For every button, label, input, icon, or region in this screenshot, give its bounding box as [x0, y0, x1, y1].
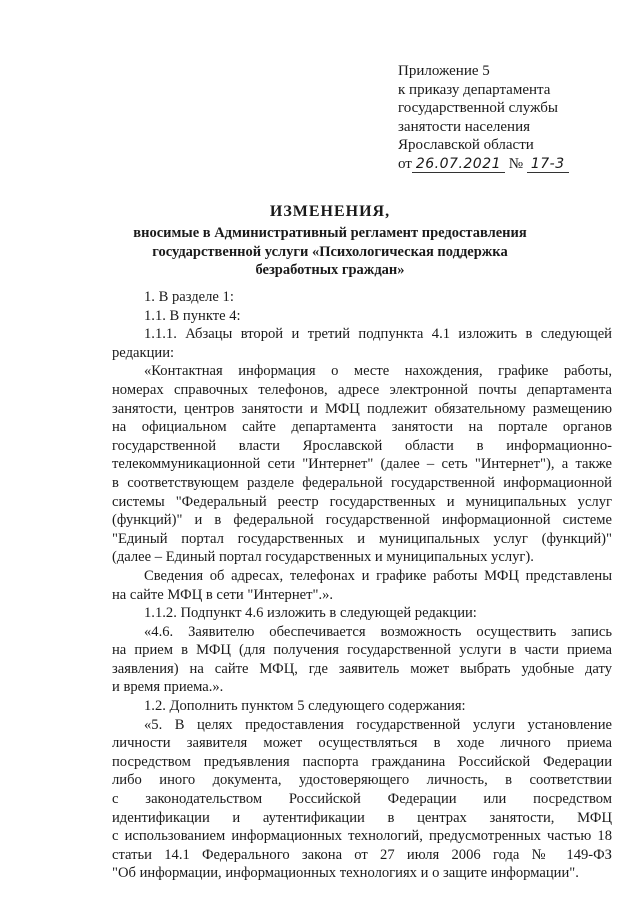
body-text-line: 1.1.1. Абзацы второй и третий подпункта 4.1 изложить в следующей	[144, 326, 612, 343]
body-text-line: номерах справочных телефонов, адресе электронной почты департамента	[112, 381, 612, 398]
appendix-line: государственной службы	[398, 100, 558, 117]
body-text-line: на прием в МФЦ (для получения государственной услуги в части приема	[112, 642, 612, 659]
body-text-line: и время приема.».	[112, 679, 224, 696]
body-text-line: телекоммуникационной сети "Интернет" (далее – сеть "Интернет"), а также	[112, 456, 612, 473]
document-subtitle-line: государственной услуги «Психологическая поддержка	[152, 243, 508, 260]
document-title: ИЗМЕНЕНИЯ,	[269, 203, 391, 220]
body-text-line: редакции:	[112, 344, 175, 361]
appendix-block	[398, 62, 628, 174]
body-text-line: (далее – Единый портал государственных и муниципальных услуг).	[112, 549, 534, 566]
appendix-line: Ярославской области	[398, 137, 534, 154]
body-text-line: 1.1.2. Подпункт 4.6 изложить в следующей редакции:	[144, 605, 477, 622]
body-text-line: «4.6. Заявителю обеспечивается возможность осуществить запись	[144, 623, 612, 640]
body-text-line: с законодательством Российской Федерации или посредством	[112, 791, 612, 808]
body-text-line: на официальном сайте департамента занятости на портале органов	[112, 419, 612, 436]
body-text-line: посредством предъявления паспорта гражданина Российской Федерации	[112, 753, 612, 770]
appendix-line: занятости населения	[398, 118, 531, 135]
body-text-line: 1.1. В пункте 4:	[144, 307, 241, 324]
body-text-line: личности заявителя может осуществляться в ходе личного приема	[112, 735, 612, 752]
document-subtitle-line: безработных граждан»	[255, 262, 405, 279]
body-text-line: либо иного документа, удостоверяющего личность, в соответствии	[112, 772, 612, 789]
body-text-line: "Единый портал государственных и муниципальных услуг (функций)"	[112, 530, 612, 547]
appendix-line: к приказу департамента	[398, 81, 551, 98]
body-text-line: Сведения об адресах, телефонах и графике работы МФЦ представлены	[144, 567, 612, 584]
body-text-line: занятости, центров занятости и МФЦ подлежит обязательному размещению	[112, 400, 612, 417]
document-body	[112, 288, 612, 883]
body-text-line: «Контактная информация о месте нахождения, графике работы,	[144, 363, 612, 380]
body-text-line: идентификации и аутентификации в центрах занятости, МФЦ	[112, 809, 612, 826]
body-text-line: заявления) на сайте МФЦ, где заявитель может выбрать удобные дату	[112, 660, 612, 677]
appendix-line: Приложение 5	[398, 63, 490, 79]
body-text-line: с использованием информационных технологий, предусмотренных частью 18	[112, 828, 612, 845]
appendix-date-line	[398, 155, 628, 174]
body-text-line: 1. В разделе 1:	[144, 289, 234, 305]
body-text-line: системы "Федеральный реестр государственных и муниципальных услуг	[112, 493, 612, 510]
body-text-line: «5. В целях предоставления государственной услуги установление	[144, 716, 612, 733]
body-text-line: статьи 14.1 Федерального закона от 27 июля 2006 года № 149-ФЗ	[112, 846, 612, 863]
body-text-line: 1.2. Дополнить пунктом 5 следующего содержания:	[144, 698, 466, 715]
body-text-line: (функций)" и в федеральной государственной информационной системе	[112, 512, 612, 529]
handwritten-number: 17-3	[527, 156, 569, 173]
body-text-line: "Об информации, информационных технологиях и о защите информации".	[112, 865, 579, 882]
body-text-line: на сайте МФЦ в сети "Интернет".».	[112, 586, 334, 603]
date-prefix: от	[398, 155, 412, 172]
body-text-line: в соответствующем разделе федеральной государственной информационной	[112, 474, 612, 491]
body-text-line: государственной власти Ярославской области в информационно-	[112, 437, 612, 454]
title-block	[120, 200, 540, 280]
document-subtitle-line: вносимые в Административный регламент предоставления	[133, 225, 527, 241]
handwritten-date: 26.07.2021	[412, 156, 505, 173]
number-label: №	[508, 155, 524, 172]
